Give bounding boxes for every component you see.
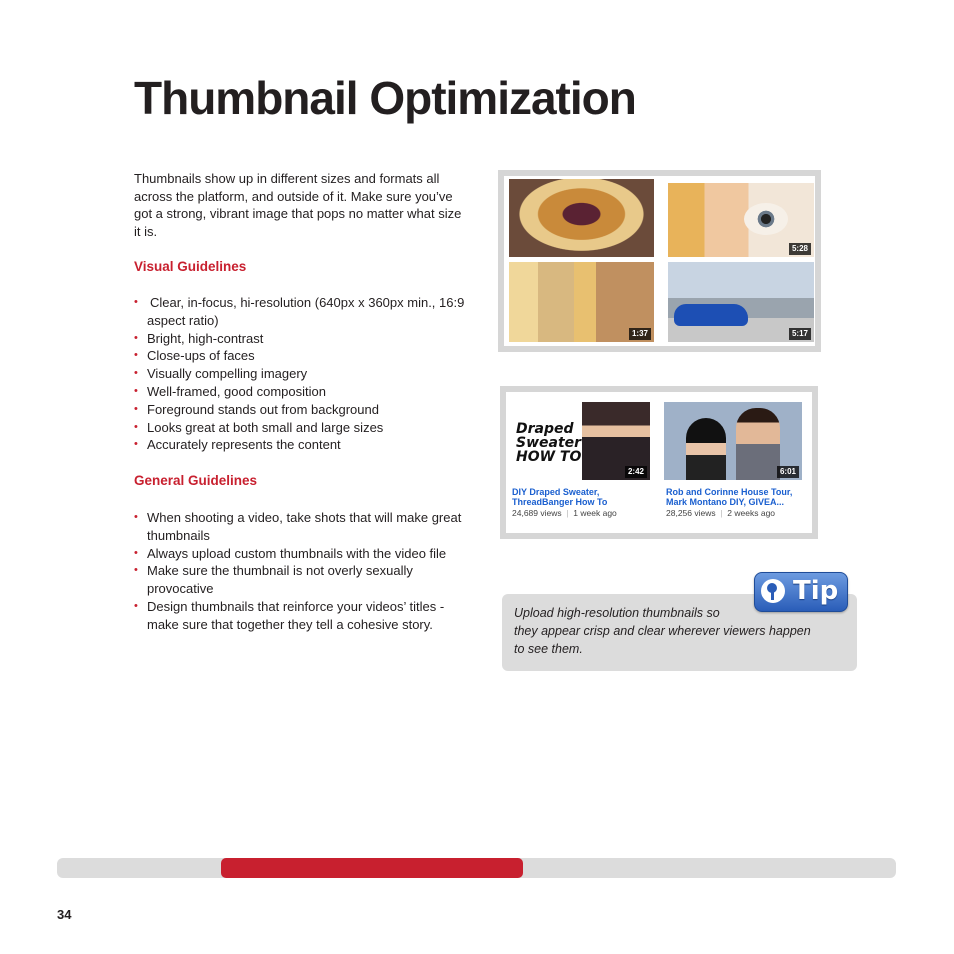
list-item: • Make sure the thumbnail is not overly sexually provocative [134,563,413,597]
list-item: • Well-framed, good composition [134,383,326,399]
bullet-icon: • [134,402,138,415]
video-thumbnail-house-tour[interactable] [664,402,802,480]
duration-badge: 1:37 [629,328,651,340]
video-cards-inner [506,392,812,533]
list-item: • Close-ups of faces [134,348,255,364]
video-cards-example [500,386,818,539]
intro-paragraph: Thumbnails show up in different sizes and formats all across the platform, and outside of it. Make sure you’ve got a strong, vibrant image that pops no matter what size it is. [134,171,462,240]
bullet-icon: • [134,511,138,523]
list-item: • Accurately represents the content [134,437,341,453]
list-item: • Design thumbnails that reinforce your videos’ titles - make sure that together they tell a cohesive story. [134,598,445,632]
reading-progress-bar [57,858,896,878]
car-graphic [674,304,748,326]
list-item: • Foreground stands out from background [134,401,379,417]
thumbnail-cartoon-eye [668,183,814,257]
bullet-icon: • [134,599,138,612]
visual-guidelines-heading: Visual Guidelines [134,259,247,274]
eye-graphic [744,203,788,235]
bullet-icon: • [134,438,138,451]
duration-badge: 2:42 [625,466,647,478]
video-title-link[interactable]: DIY Draped Sweater, ThreadBanger How To [512,487,608,507]
duration-badge: 5:17 [789,328,811,340]
tip-badge [754,572,848,612]
list-item: • Looks great at both small and large sizes [134,419,384,435]
list-item: • Always upload custom thumbnails with the video file [134,545,447,561]
thumbnail-grid [498,170,821,352]
page-title: Thumbnail Optimization [134,72,636,124]
bullet-icon: • [134,296,138,308]
video-meta: 28,256 views | 2 weeks ago [666,508,776,518]
video-meta: 24,689 views | 1 week ago [512,508,617,518]
upload-age: 2 weeks ago [727,508,776,518]
list-item: • Visually compelling imagery [134,366,308,382]
upload-age: 1 week ago [573,508,617,518]
duration-badge: 5:28 [789,243,811,255]
page-number: 34 [57,907,72,922]
tip-label: Tip [793,576,839,606]
reading-progress-fill [221,858,523,878]
visual-guidelines-list [134,294,469,454]
video-title-link[interactable]: Rob and Corinne House Tour, Mark Montano DIY, GIVEA... [666,487,793,507]
list-item: • Clear, in-focus, hi-resolution (640px x 360px min., 16:9 aspect ratio) [134,295,465,328]
thumbnail-grid-inner [504,176,815,346]
thumbnail-cars [668,262,814,342]
general-guidelines-heading: General Guidelines [134,473,258,488]
thumbnail-tart [509,179,654,257]
thumbnail-two-women [509,262,654,342]
general-guidelines-list [134,509,469,634]
tip-text: Upload high-resolution thumbnails so they appear crisp and clear wherever viewers happen to see them. [514,606,811,656]
thumbnail-title-text: Draped Sweater HOW TO [516,421,582,465]
list-item: • When shooting a video, take shots that will make great thumbnails [134,510,462,543]
bullet-icon: • [134,331,138,344]
view-count: 24,689 views [512,508,562,518]
bullet-icon: • [134,420,138,433]
video-thumbnail-draped-sweater[interactable] [510,402,650,480]
pin-icon [761,579,785,603]
bullet-icon: • [134,349,138,362]
view-count: 28,256 views [666,508,716,518]
list-item: • Bright, high-contrast [134,330,264,346]
thumbnail-person [736,408,780,480]
bullet-icon: • [134,367,138,380]
duration-badge: 6:01 [777,466,799,478]
bullet-icon: • [134,546,138,559]
bullet-icon: • [134,384,138,397]
thumbnail-person [686,418,726,480]
bullet-icon: • [134,564,138,577]
